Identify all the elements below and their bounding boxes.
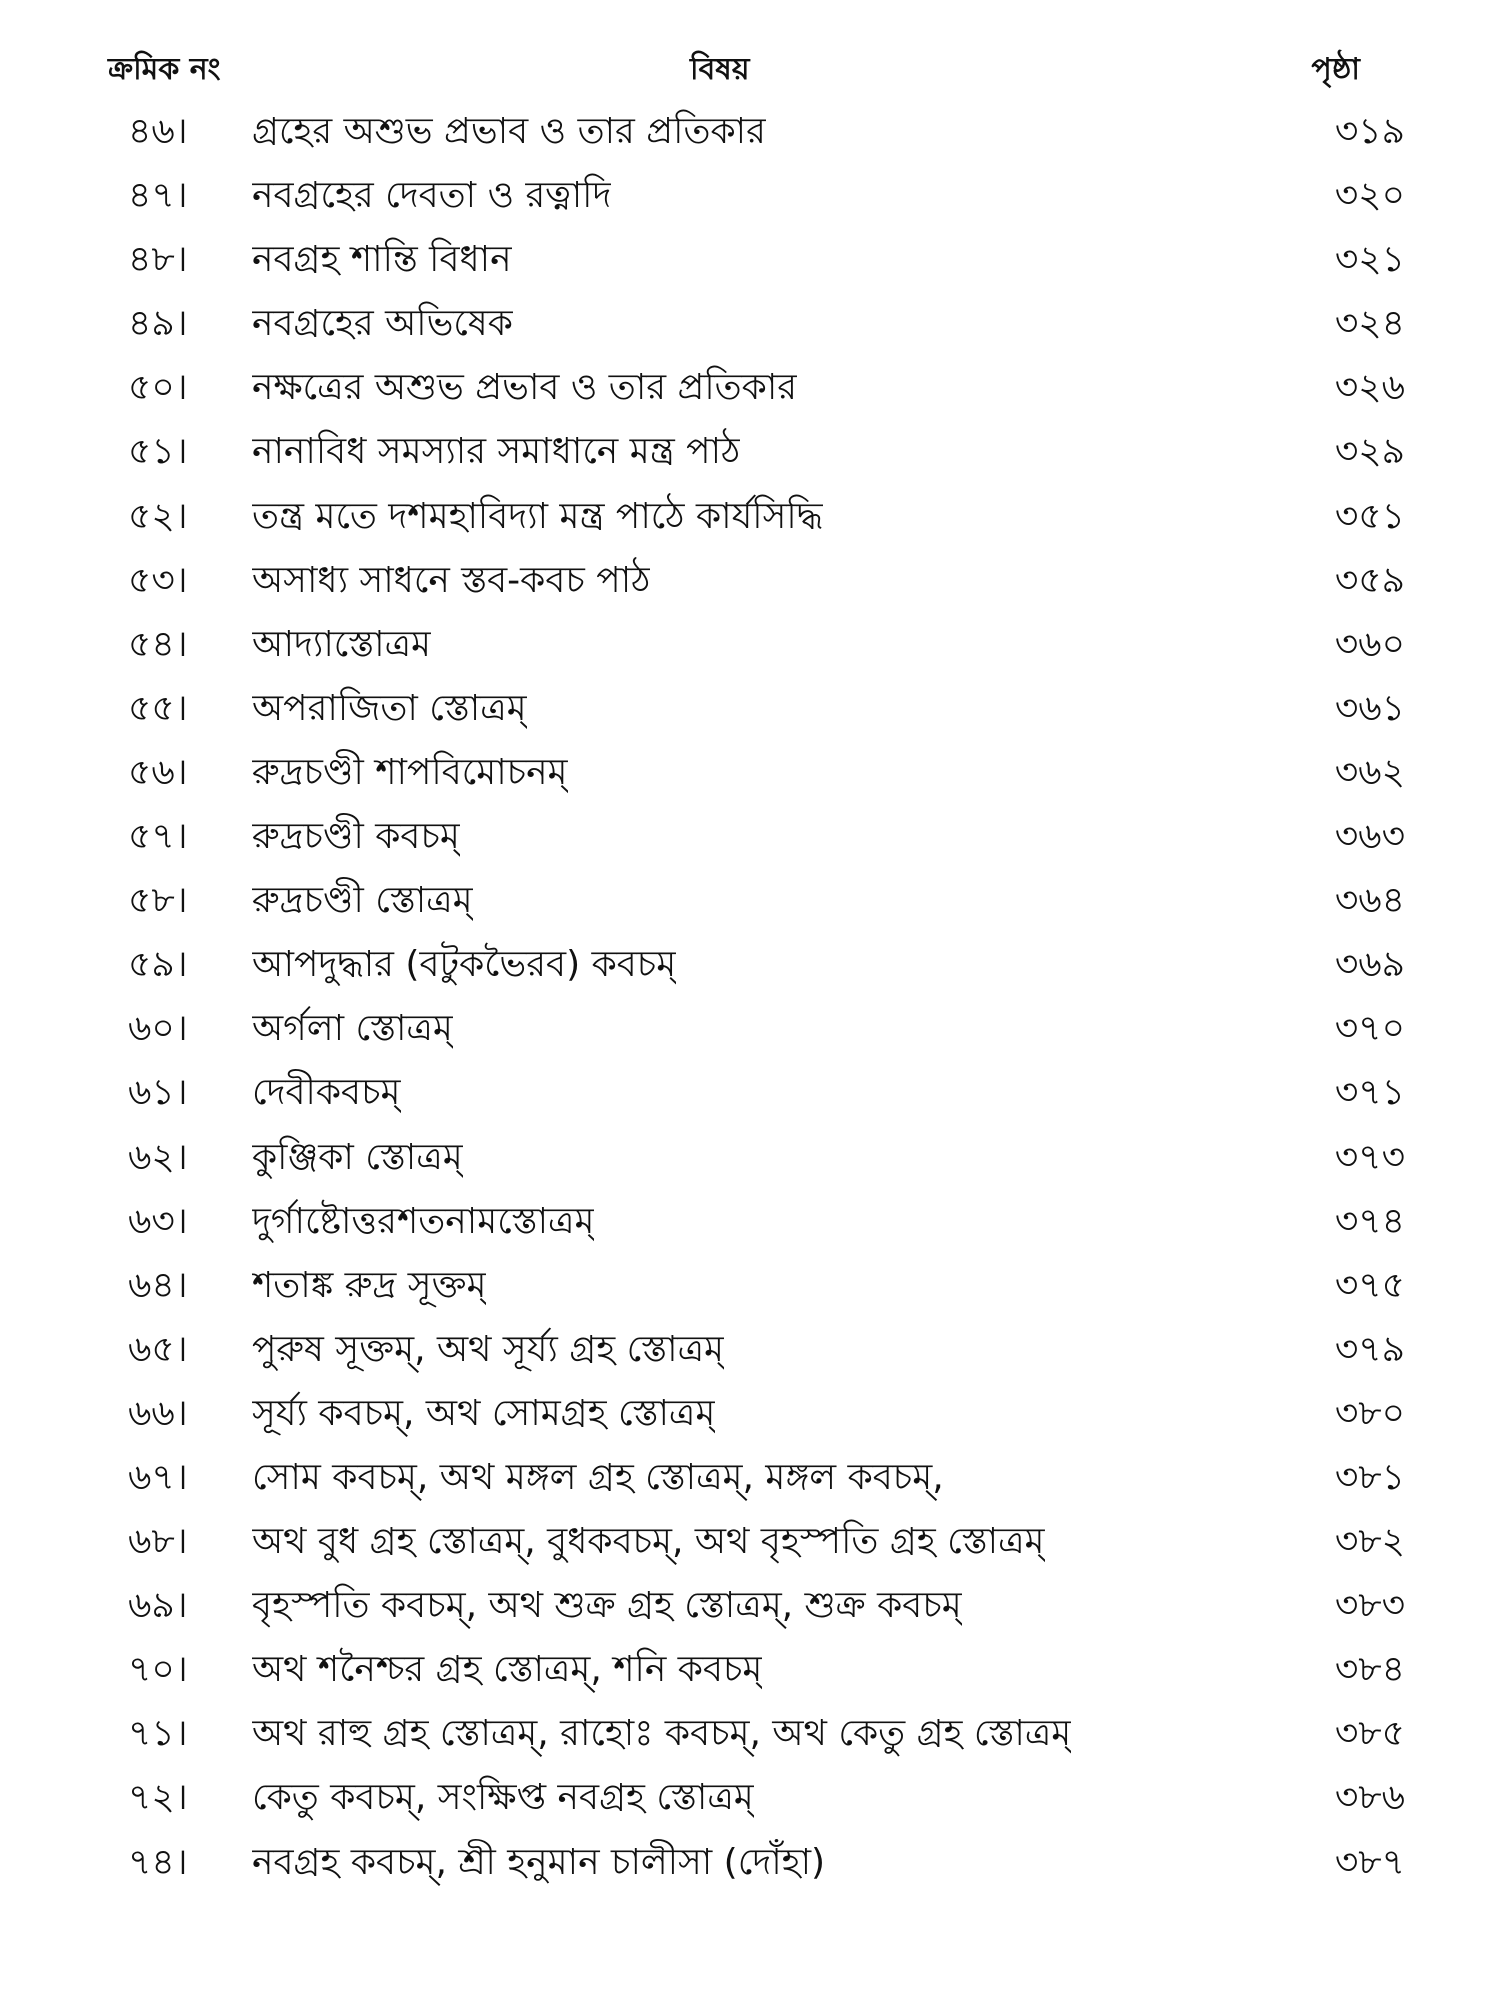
toc-entry-title: কেতু কবচম্, সংক্ষিপ্ত নবগ্রহ স্তোত্রম্	[252, 1777, 754, 1819]
toc-page-number: ৩৬১	[1334, 687, 1405, 729]
toc-serial-number: ৫৪।	[128, 623, 188, 665]
toc-serial-number: ৬০।	[128, 1008, 188, 1050]
toc-entry-title: রুদ্রচণ্ডী কবচম্	[252, 816, 460, 858]
toc-row	[0, 420, 1500, 484]
toc-entry-title: নবগ্রহ শান্তি বিধান	[252, 239, 512, 281]
toc-page-number: ৩৫৯	[1334, 559, 1405, 601]
toc-page-number: ৩৮৭	[1334, 1841, 1405, 1883]
toc-page-number: ৩৭৩	[1334, 1136, 1405, 1178]
toc-serial-number: ৬৫।	[128, 1328, 188, 1370]
toc-entry-title: শতাঙ্ক রুদ্র সূক্তম্	[252, 1264, 487, 1306]
toc-serial-number: ৪৬।	[128, 111, 188, 152]
toc-page-number: ৩৭৫	[1334, 1264, 1405, 1306]
toc-serial-number: ৭০।	[128, 1649, 188, 1691]
toc-entry-title: অর্গলা স্তোত্রম্	[252, 1008, 453, 1050]
toc-row	[0, 1831, 1500, 1895]
toc-entry-title: অপরাজিতা স্তোত্রম্	[252, 687, 527, 729]
page-column-header: পৃষ্ঠা	[1311, 52, 1360, 87]
serial-column-header: ক্রমিক নং	[108, 52, 221, 87]
toc-row	[0, 1318, 1500, 1382]
toc-row	[0, 741, 1500, 805]
toc-serial-number: ৫৩।	[128, 559, 188, 601]
table-of-contents	[0, 100, 1500, 1895]
toc-row	[0, 356, 1500, 420]
toc-serial-number: ৪৯।	[128, 303, 188, 345]
toc-row	[0, 1638, 1500, 1702]
toc-row	[0, 164, 1500, 228]
toc-page-number: ৩৮০	[1334, 1392, 1405, 1434]
toc-entry-title: পুরুষ সূক্তম্, অথ সূর্য্য গ্রহ স্তোত্রম্	[252, 1328, 725, 1370]
toc-serial-number: ৫২।	[128, 495, 188, 537]
subject-column-header: বিষয়	[690, 52, 750, 87]
toc-serial-number: ৬৪।	[128, 1264, 188, 1306]
toc-row	[0, 485, 1500, 549]
toc-row	[0, 1702, 1500, 1766]
toc-page-number: ৩৮২	[1334, 1521, 1405, 1563]
toc-page-number: ৩২১	[1334, 239, 1405, 281]
toc-page-number: ৩৮৫	[1334, 1713, 1405, 1755]
toc-serial-number: ৭১।	[128, 1713, 188, 1755]
toc-row	[0, 805, 1500, 869]
toc-row	[0, 677, 1500, 741]
toc-serial-number: ৫৭।	[128, 816, 188, 858]
toc-entry-title: রুদ্রচণ্ডী শাপবিমোচনম্	[252, 751, 568, 793]
toc-page-number: ৩৭৪	[1334, 1200, 1405, 1242]
toc-entry-title: দুর্গাষ্টোত্তরশতনামস্তোত্রম্	[252, 1200, 595, 1242]
toc-serial-number: ৬৬।	[128, 1392, 188, 1434]
toc-serial-number: ৭৪।	[128, 1841, 188, 1883]
toc-row	[0, 1126, 1500, 1190]
toc-row	[0, 1574, 1500, 1638]
toc-serial-number: ৭২।	[128, 1777, 188, 1819]
toc-page-number: ৩৭৯	[1334, 1328, 1405, 1370]
toc-page-number: ৩৬৪	[1334, 880, 1405, 922]
toc-page-number: ৩৮৩	[1334, 1585, 1405, 1627]
toc-serial-number: ৫৯।	[128, 944, 188, 986]
toc-serial-number: ৫৫।	[128, 687, 188, 729]
toc-serial-number: ৬২।	[128, 1136, 188, 1178]
toc-entry-title: নবগ্রহের অভিষেক	[252, 303, 513, 345]
toc-row	[0, 1446, 1500, 1510]
toc-serial-number: ৬৯।	[128, 1585, 188, 1627]
toc-serial-number: ৬৭।	[128, 1456, 188, 1498]
toc-entry-title: নক্ষত্রের অশুভ প্রভাব ও তার প্রতিকার	[252, 367, 798, 409]
toc-entry-title: বৃহস্পতি কবচম্, অথ শুক্র গ্রহ স্তোত্রম্, শুক্র কবচম্	[252, 1585, 962, 1627]
toc-page-number: ৩২৪	[1334, 303, 1405, 345]
toc-row	[0, 228, 1500, 292]
toc-entry-title: নবগ্রহের দেবতা ও রত্নাদি	[252, 175, 612, 217]
toc-page-number: ৩৭০	[1334, 1008, 1405, 1050]
toc-entry-title: কুঞ্জিকা স্তোত্রম্	[252, 1136, 463, 1178]
toc-page-number: ৩৭১	[1334, 1072, 1405, 1114]
toc-entry-title: দেবীকবচম্	[252, 1072, 401, 1114]
toc-serial-number: ৬১।	[128, 1072, 188, 1114]
toc-entry-title: সূর্য্য কবচম্, অথ সোমগ্রহ স্তোত্রম্	[252, 1392, 716, 1434]
toc-page-number: ৩৮৬	[1334, 1777, 1405, 1819]
toc-entry-title: অথ বুধ গ্রহ স্তোত্রম্, বুধকবচম্, অথ বৃহস্পতি গ্রহ স্তোত্রম্	[252, 1521, 1045, 1563]
toc-serial-number: ৬৩।	[128, 1200, 188, 1242]
toc-page-number: ৩৮১	[1334, 1456, 1405, 1498]
toc-page-number: ৩৬০	[1334, 623, 1405, 665]
toc-row	[0, 1510, 1500, 1574]
toc-entry-title: রুদ্রচণ্ডী স্তোত্রম্	[252, 880, 473, 922]
toc-page-number: ৩২৯	[1334, 431, 1405, 473]
toc-entry-title: গ্রহের অশুভ প্রভাব ও তার প্রতিকার	[252, 111, 766, 152]
toc-row	[0, 1190, 1500, 1254]
toc-page-number: ৩২৬	[1334, 367, 1405, 409]
toc-entry-title: আদ্যাস্তোত্রম	[252, 623, 432, 665]
toc-entry-title: আপদুদ্ধার (বটুকভৈরব) কবচম্	[252, 944, 677, 986]
toc-row	[0, 613, 1500, 677]
toc-row	[0, 1382, 1500, 1446]
toc-row	[0, 1061, 1500, 1125]
toc-entry-title: তন্ত্র মতে দশমহাবিদ্যা মন্ত্র পাঠে কার্যসিদ্ধি	[252, 495, 824, 537]
toc-serial-number: ৫০।	[128, 367, 188, 409]
toc-row	[0, 933, 1500, 997]
toc-row	[0, 292, 1500, 356]
toc-entry-title: অথ শনৈশ্চর গ্রহ স্তোত্রম্, শনি কবচম্	[252, 1649, 763, 1691]
toc-page-number: ৩৮৪	[1334, 1649, 1405, 1691]
toc-row	[0, 1766, 1500, 1830]
toc-entry-title: অসাধ্য সাধনে স্তব-কবচ পাঠ	[252, 559, 651, 601]
toc-serial-number: ৫১।	[128, 431, 188, 473]
toc-page-number: ৩২০	[1334, 175, 1405, 217]
toc-row	[0, 100, 1500, 164]
toc-entry-title: অথ রাহু গ্রহ স্তোত্রম্, রাহোঃ কবচম্, অথ কেতু গ্রহ স্তোত্রম্	[252, 1713, 1072, 1755]
toc-row	[0, 549, 1500, 613]
toc-page-number: ৩৫১	[1334, 495, 1405, 537]
toc-entry-title: নানাবিধ সমস্যার সমাধানে মন্ত্র পাঠ	[252, 431, 741, 473]
toc-serial-number: ৪৭।	[128, 175, 188, 217]
toc-serial-number: ৫৬।	[128, 751, 188, 793]
toc-row	[0, 997, 1500, 1061]
toc-serial-number: ৬৮।	[128, 1521, 188, 1563]
toc-page-number: ৩৬৩	[1334, 816, 1405, 858]
toc-page-number: ৩৬২	[1334, 751, 1405, 793]
toc-row	[0, 869, 1500, 933]
toc-serial-number: ৪৮।	[128, 239, 188, 281]
toc-entry-title: নবগ্রহ কবচম্, শ্রী হনুমান চালীসা (দোঁহা)	[252, 1841, 826, 1883]
toc-page-number: ৩১৯	[1334, 111, 1405, 152]
toc-entry-title: সোম কবচম্, অথ মঙ্গল গ্রহ স্তোত্রম্, মঙ্গল কবচম্,	[252, 1456, 944, 1498]
toc-row	[0, 1254, 1500, 1318]
toc-page-number: ৩৬৯	[1334, 944, 1405, 986]
toc-serial-number: ৫৮।	[128, 880, 188, 922]
